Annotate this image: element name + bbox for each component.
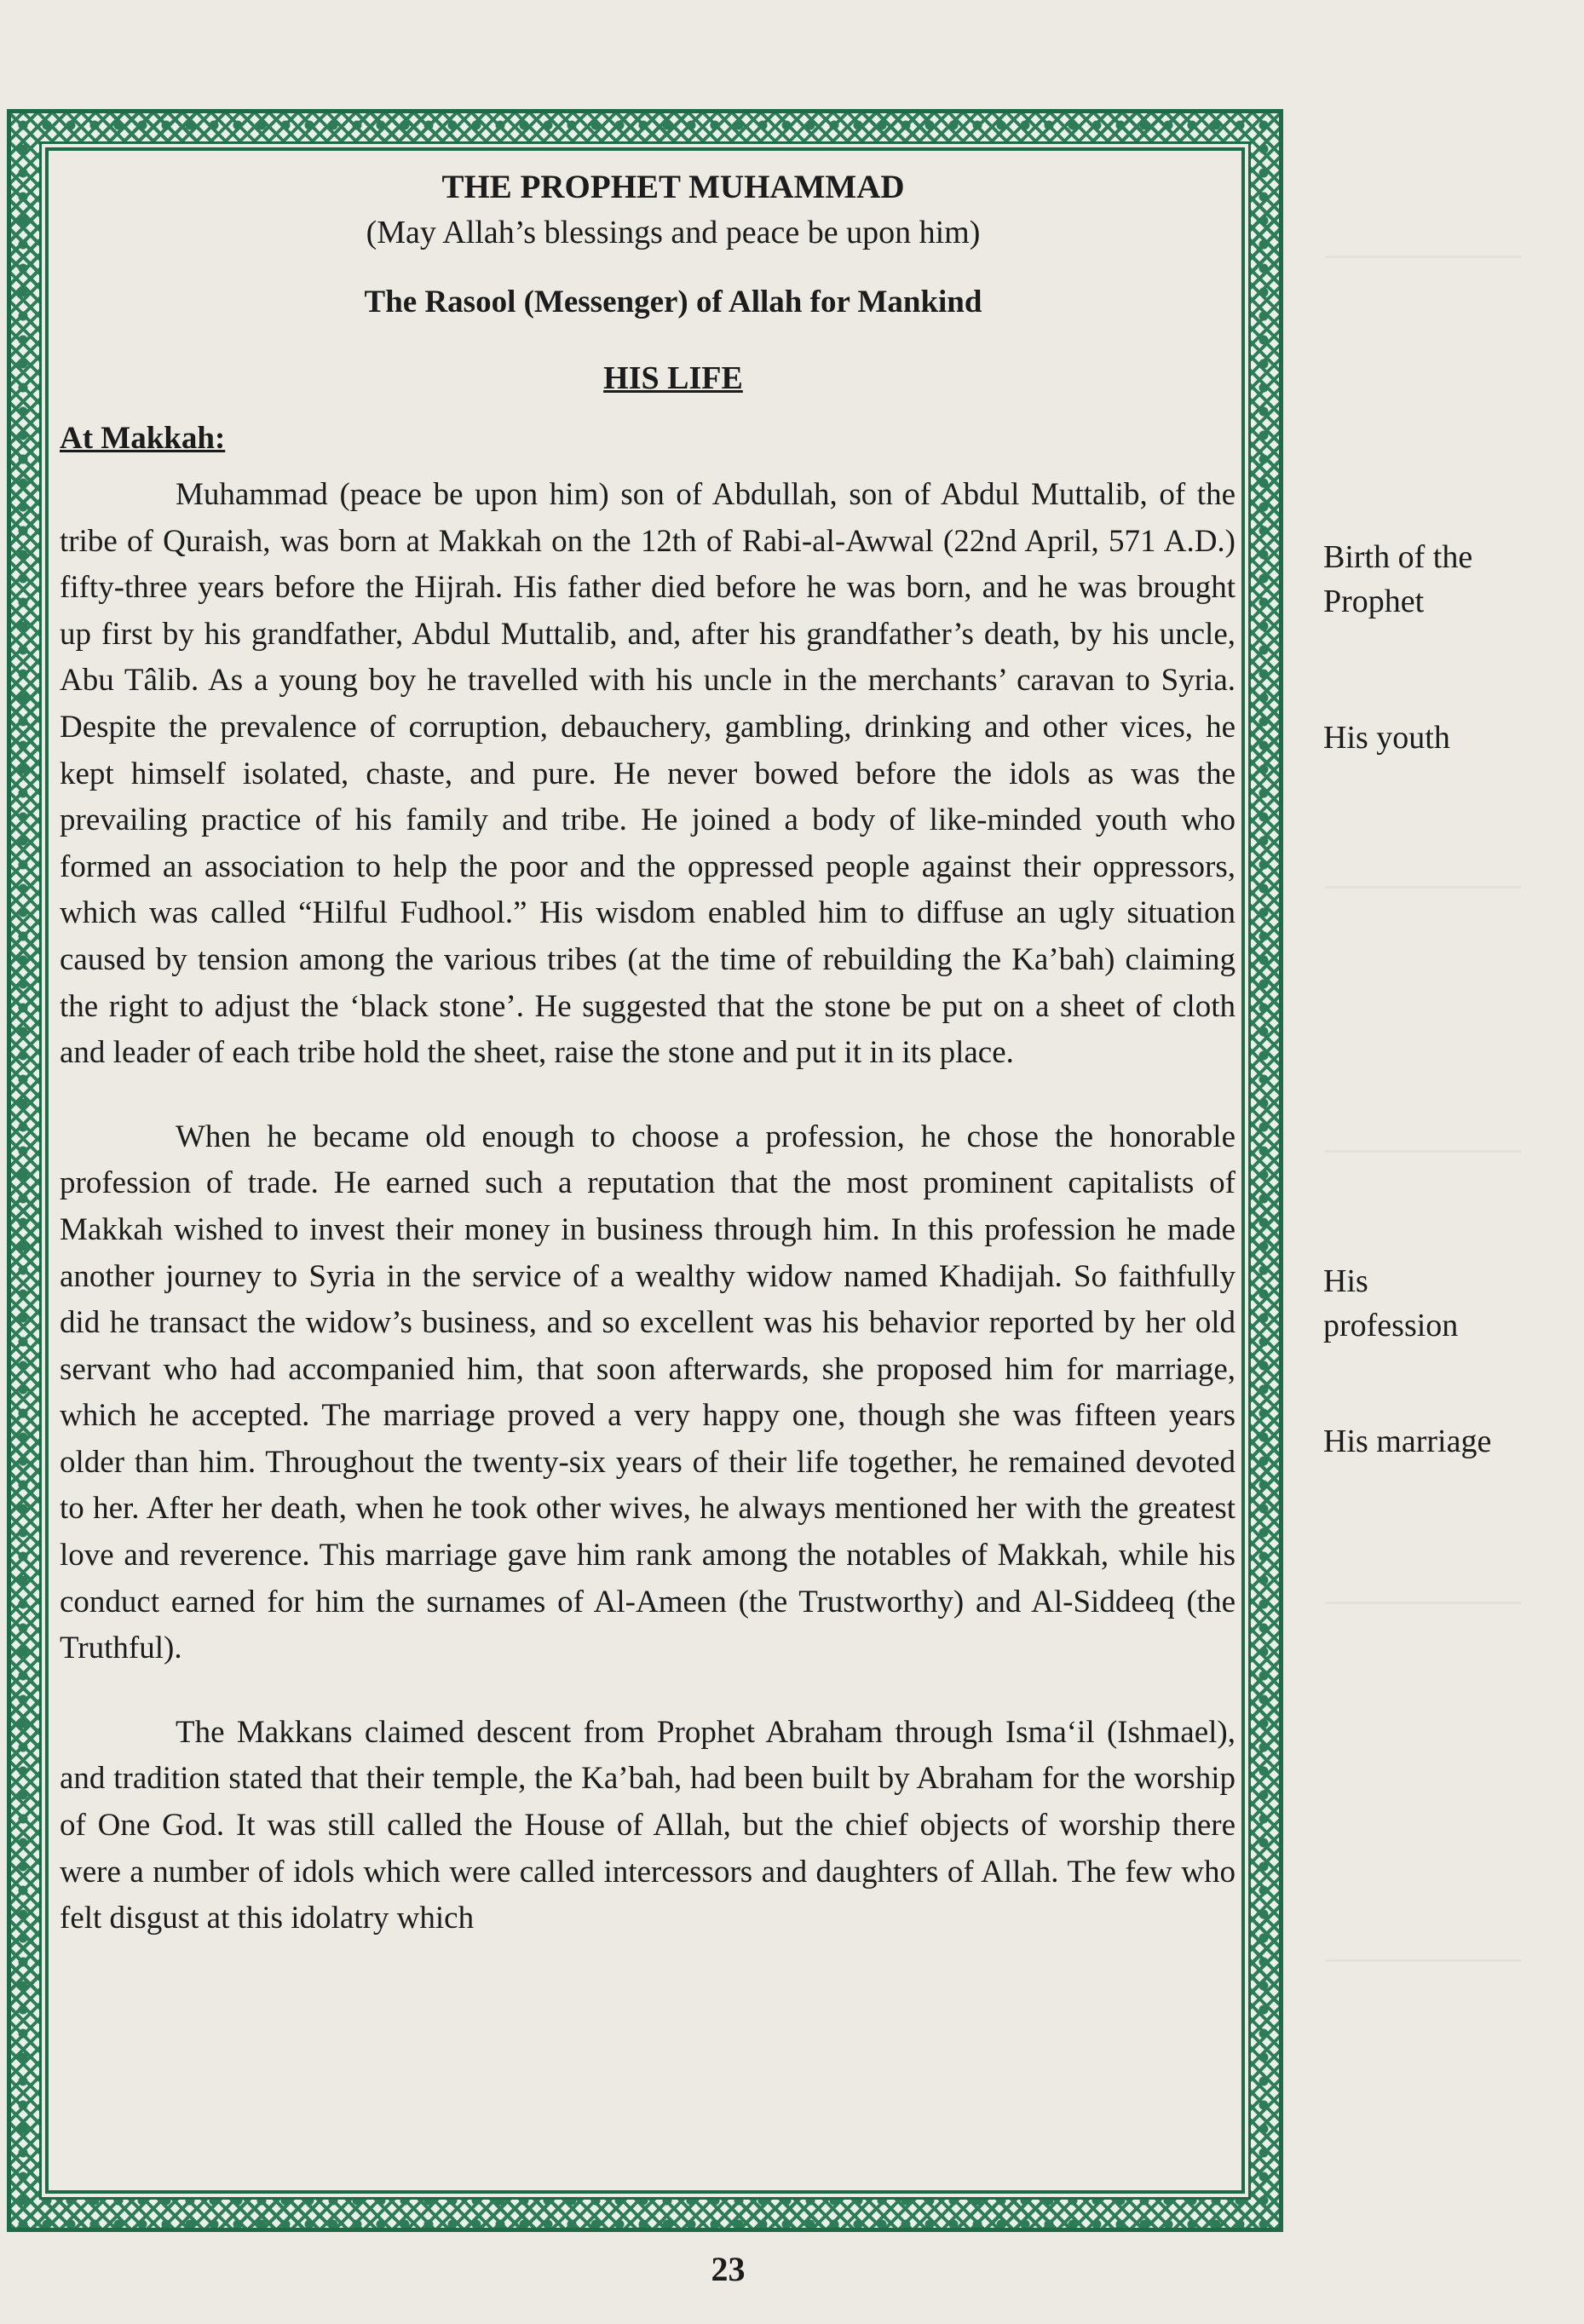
page-title: THE PROPHET MUHAMMAD <box>441 169 905 205</box>
margin-note-birth: Birth of the Prophet <box>1323 539 1473 619</box>
main-text-block <box>60 167 1236 1942</box>
margin-note-marriage: His marriage <box>1323 1424 1492 1459</box>
page-number: 23 <box>711 2250 746 2288</box>
paragraph-profession-marriage: When he became old enough to choose a profession, he chose the honorable profession of trade. He earned such a reputation that the most prominent capitalists of Makkah wished to invest their money in business through him. In this profession he made another journey to Syria in the service of a wealthy widow named Khadijah. So faithfully did he transact the widow’s business, and so excellent was his behavior reported by her old servant who had accompanied him, that soon afterwards, she proposed him for marriage, which he accepted. The marriage proved a very happy one, though she was fifteen years older than him. Throughout the twenty-six years of their life together, he remained devoted to her. After her death, when he took other wives, he always mentioned her with the greatest love and reverence. This marriage gave him rank among the notables of Makkah, while his conduct earned for him the surnames of Al-Ameen (the Trustworthy) and Al-Siddeeq (the Truthful). <box>60 1119 1236 1666</box>
margin-note-profession: His profession <box>1323 1263 1459 1343</box>
subsection-heading: At Makkah: <box>60 421 226 456</box>
paragraph-makkans: The Makkans claimed descent from Prophet Abraham through Isma‘il (Ishmael), and tradition stated that their temple, the Ka’bah, had been built by Abraham for the worship of One God. It was still called the House of Allah, but the chief objects of worship there were a number of idols which were called intercessors and daughters of Allah. The few who felt disgust at this idolatry which <box>60 1714 1236 1936</box>
margin-note-youth: His youth <box>1323 720 1450 756</box>
page-subtitle: (May Allah’s blessings and peace be upon him) <box>366 215 981 250</box>
paragraph-birth-youth: Muhammad (peace be upon him) son of Abdullah, son of Abdul Muttalib, of the tribe of Quraish, was born at Makkah on the 12th of Rabi-al-Awwal (22nd April, 571 A.D.) fifty-three years before the Hijrah. His father died before he was born, and he was brought up first by his grandfather, Abdul Muttalib, and, after his grandfather’s death, by his uncle, Abu Tâlib. As a young boy he travelled with his uncle in the merchants’ caravan to Syria. Despite the prevalence of corruption, debauchery, gambling, drinking and other vices, he kept himself isolated, chaste, and pure. He never bowed before the idols as was the prevailing practice of his family and tribe. He joined a body of like-minded youth who formed an association to help the poor and the oppressed people against their oppressors, which was called “Hilful Fudhool.” His wisdom enabled him to diffuse an ugly situation caused by tension among the various tribes (at the time of rebuilding the Ka’bah) claiming the right to adjust the ‘black stone’. He suggested that the stone be put on a sheet of cloth and leader of each tribe hold the sheet, raise the stone and put it in its place. <box>60 477 1236 1071</box>
page-heading: The Rasool (Messenger) of Allah for Mankind <box>364 285 982 319</box>
section-heading: HIS LIFE <box>603 360 743 396</box>
